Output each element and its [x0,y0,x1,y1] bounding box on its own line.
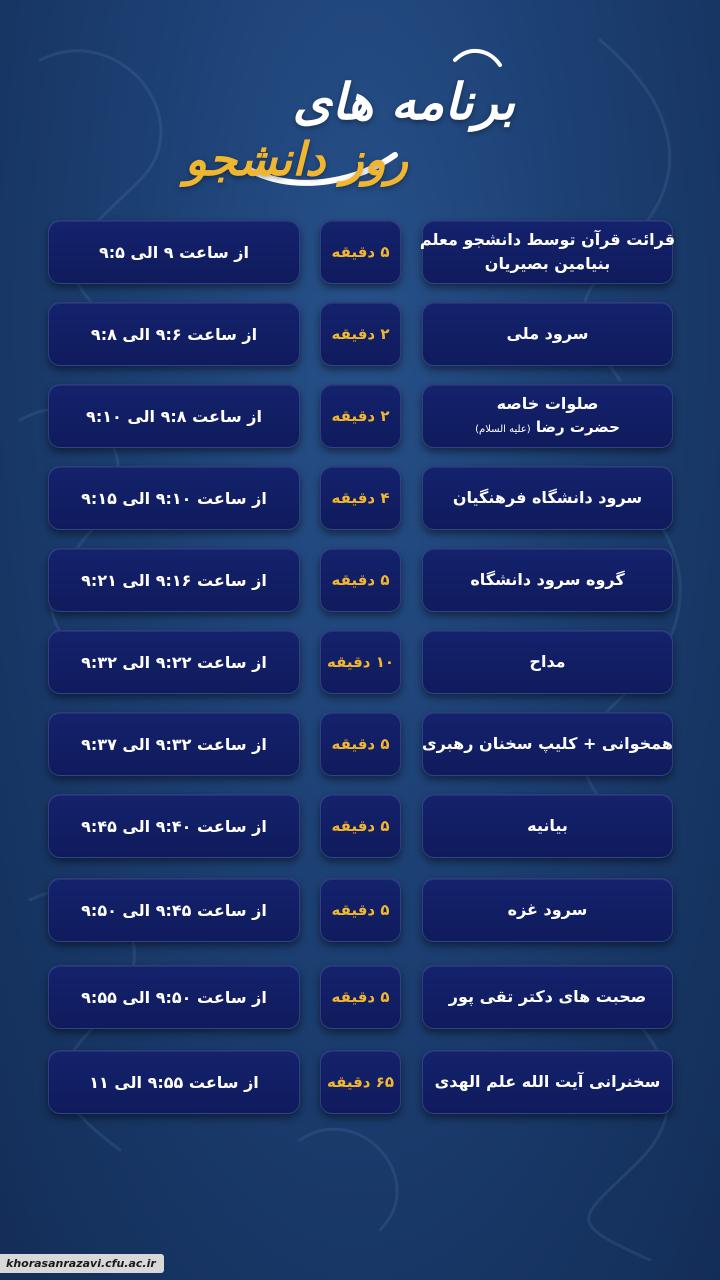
schedule-row [0,548,720,612]
program-item-box [422,384,673,448]
time-text: از ساعت ۹:۵۰ الی ۹:۵۵ [81,987,267,1007]
time-box [48,302,300,366]
program-item-box [422,965,673,1029]
schedule-row [0,1050,720,1114]
duration-box [320,220,401,284]
schedule-row [0,878,720,942]
program-item-subtitle-honorific: (علیه السلام) [475,423,531,435]
time-text: از ساعت ۹:۴۰ الی ۹:۴۵ [81,816,267,836]
time-box [48,965,300,1029]
program-item-title: سرود غزه [507,900,588,919]
time-box [48,712,300,776]
duration-text: ۵ دقیقه [331,243,390,261]
program-item-title: سخنرانی آیت الله علم الهدی [434,1072,661,1091]
program-item-title: سرود ملی [506,324,589,343]
duration-box [320,548,401,612]
program-item-subtitle-main: حضرت رضا [535,417,620,436]
time-box [48,1050,300,1114]
time-box [48,384,300,448]
duration-box [320,630,401,694]
duration-box [320,712,401,776]
program-item-title: همخوانی + کلیپ سخنان رهبری [422,734,673,753]
time-box [48,548,300,612]
website-url: khorasanrazavi.cfu.ac.ir [6,1257,156,1270]
duration-box [320,1050,401,1114]
page-title: برنامه های [292,72,515,131]
time-text: از ساعت ۹:۸ الی ۹:۱۰ [86,406,262,426]
program-item-box [422,1050,673,1114]
time-text: از ساعت ۹:۱۰ الی ۹:۱۵ [81,488,267,508]
title-area [0,20,720,190]
duration-text: ۲ دقیقه [331,325,390,343]
program-item-box [422,878,673,942]
program-item-subtitle [475,416,620,441]
program-item-box [422,794,673,858]
time-box [48,794,300,858]
duration-box [320,794,401,858]
duration-text: ۶۵ دقیقه [326,1073,395,1091]
time-box [48,878,300,942]
duration-text: ۵ دقیقه [331,988,390,1006]
time-text: از ساعت ۹ الی ۹:۵ [99,242,249,262]
schedule-row [0,965,720,1029]
program-item-box [422,466,673,530]
duration-box [320,878,401,942]
program-item-box [422,548,673,612]
duration-text: ۵ دقیقه [331,735,390,753]
program-item-title: سرود دانشگاه فرهنگیان [452,488,643,507]
time-text: از ساعت ۹:۵۵ الی ۱۱ [89,1072,259,1092]
program-item-title: صلوات خاصه [496,393,599,413]
program-item-box [422,712,673,776]
schedule-row [0,794,720,858]
program-item-title: بیانیه [527,816,568,835]
duration-text: ۱۰ دقیقه [326,653,395,671]
program-item-box [419,220,676,284]
program-item-subtitle: بنیامین بصیریان [484,254,611,273]
schedule-row [0,220,720,284]
time-text: از ساعت ۹:۴۵ الی ۹:۵۰ [81,900,267,920]
time-text: از ساعت ۹:۶ الی ۹:۸ [90,324,258,344]
duration-box [320,466,401,530]
program-item-title: صحبت های دکتر تقی پور [448,987,647,1006]
program-item-title: مداح [529,652,566,671]
duration-text: ۵ دقیقه [331,571,390,589]
duration-text: ۲ دقیقه [331,407,390,425]
duration-text: ۵ دقیقه [331,817,390,835]
program-item-title: قرائت قرآن توسط دانشجو معلم [419,230,676,249]
website-footer [0,1254,164,1273]
time-box [48,466,300,530]
duration-text: ۵ دقیقه [331,901,390,919]
duration-box [320,384,401,448]
duration-box [320,965,401,1029]
duration-text: ۴ دقیقه [331,489,390,507]
program-item-box [422,302,673,366]
schedule-row [0,630,720,694]
time-text: از ساعت ۹:۱۶ الی ۹:۲۱ [81,570,267,590]
page-subtitle: روز دانشجو [184,132,408,186]
time-box [48,220,300,284]
time-text: از ساعت ۹:۲۲ الی ۹:۳۲ [81,652,267,672]
time-text: از ساعت ۹:۳۲ الی ۹:۳۷ [81,734,267,754]
schedule-row [0,384,720,448]
schedule-row [0,466,720,530]
schedule-row [0,712,720,776]
time-box [48,630,300,694]
schedule-row [0,302,720,366]
duration-box [320,302,401,366]
program-item-title: گروه سرود دانشگاه [470,570,625,589]
program-item-box [422,630,673,694]
